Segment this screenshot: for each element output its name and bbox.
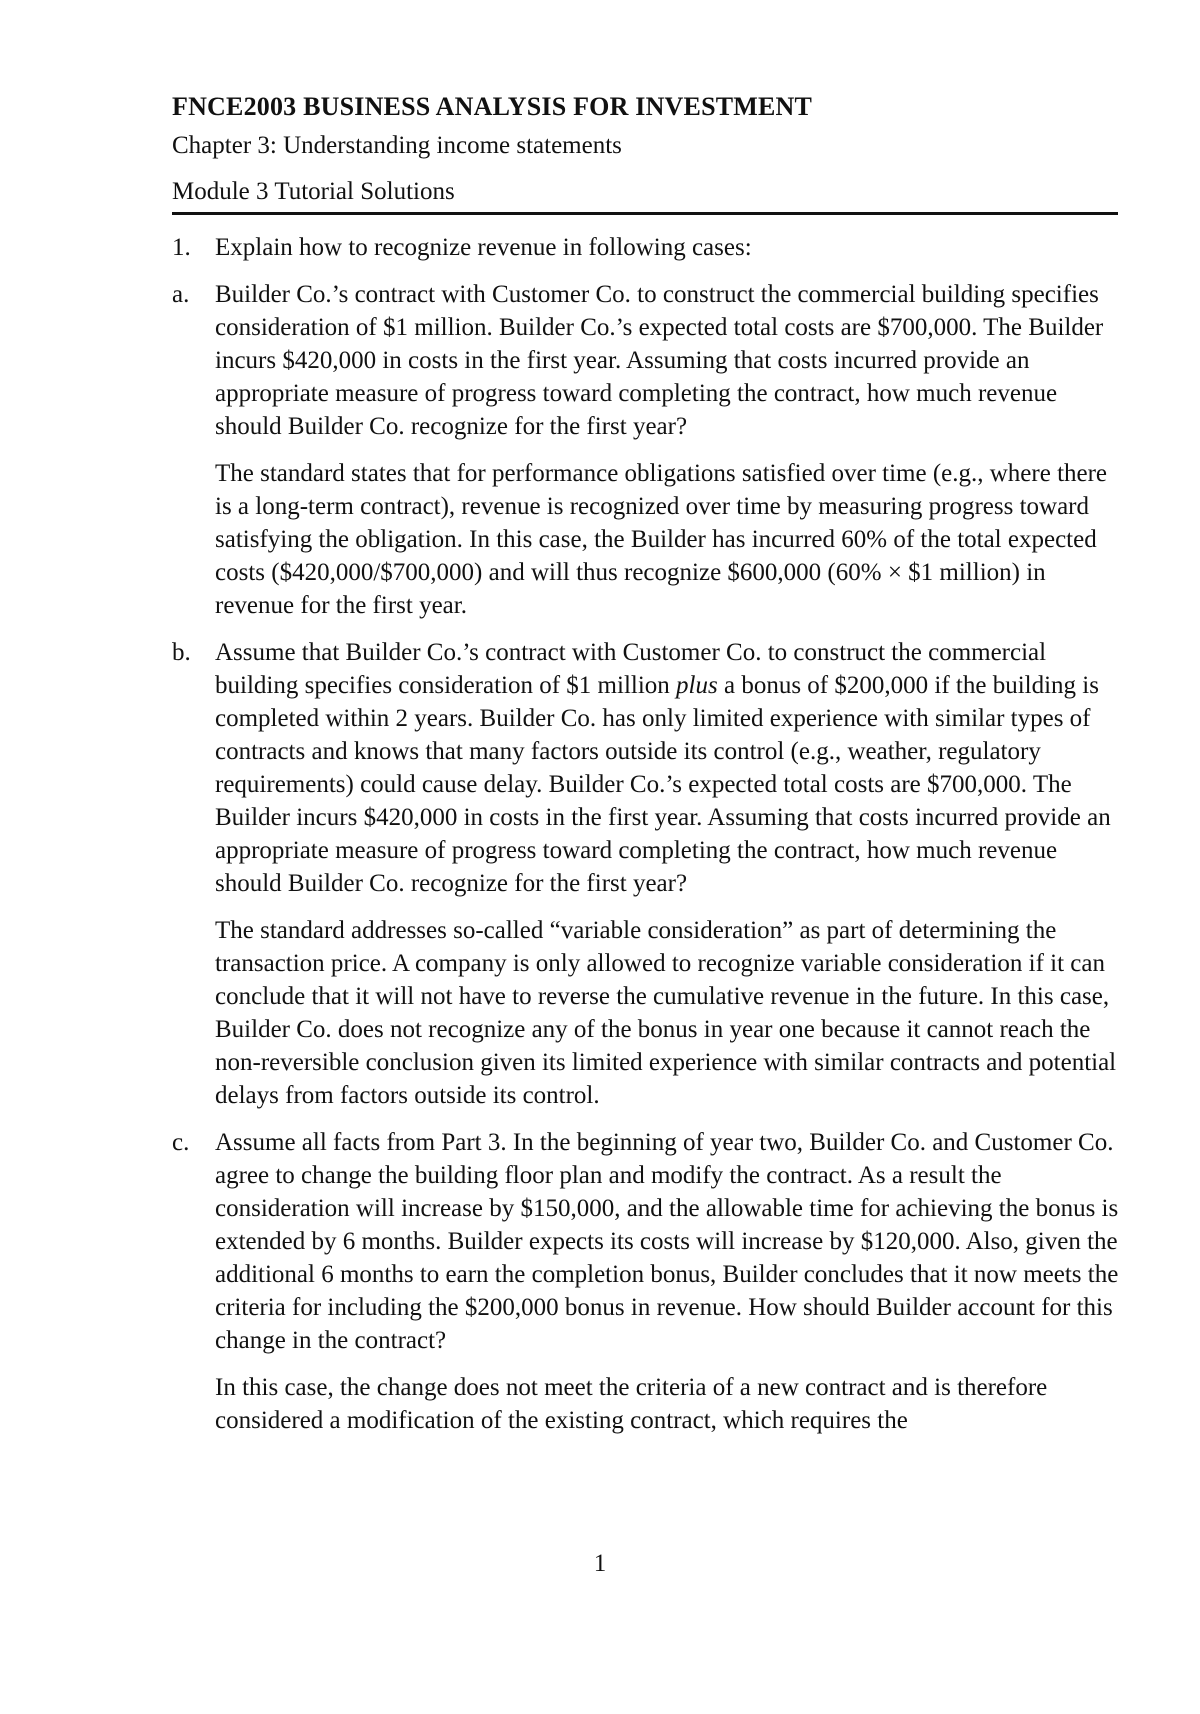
part-b-question-after: a bonus of $200,000 if the building is completed within 2 years. Builder Co. has only limited experience with similar types of contracts and knows that many factors outside its control (e.g., weather, regulatory requirements) could cause delay. Builder Co.’s expected total costs are $700,000. The Builder incurs $420,000 in costs in the first year. Assuming that costs incurred provide an appropriate measure of progress toward completing the contract, how much revenue should Builder Co. recognize for the first year? [215,672,1111,897]
chapter-title: Chapter 3: Understanding income statements [172,132,622,159]
question-1-number: 1. [172,234,191,261]
part-b-marker: b. [172,639,191,666]
header-rule [172,212,1118,215]
part-c-marker: c. [172,1129,190,1156]
part-c-question: Assume all facts from Part 3. In the beginning of year two, Builder Co. and Customer Co. agree to change the building floor plan and modify the contract. As a result the consideration will increase by $150,000, and the allowable time for achieving the bonus is extended by 6 months. Builder expects its costs will increase by $120,000. Also, given the additional 6 months to earn the completion bonus, Builder concludes that it now meets the criteria for including the $200,000 bonus in revenue. How should Builder account for this change in the contract? [215,1129,1119,1354]
part-b-question [215,639,1111,897]
part-a [172,278,1122,443]
page-number: 1 [593,1550,607,1577]
part-a-answer: The standard states that for performance obligations satisfied over time (e.g., where there is a long-term contract), revenue is recognized over time by measuring progress toward satisfying the obligation. In this case, the Builder has incurred 60% of the total expected costs ($420,000/$700,000) and will thus recognize $600,000 (60% × $1 million) in revenue for the first year. [215,460,1108,619]
module-title: Module 3 Tutorial Solutions [172,178,455,205]
part-a-marker: a. [172,281,190,308]
part-b [172,636,1122,900]
part-c [172,1126,1122,1357]
part-b-answer: The standard addresses so-called “variable consideration” as part of determining the transaction price. A company is only allowed to recognize variable consideration if it can conclude that it will not have to reverse the cumulative revenue in the future. In this case, Builder Co. does not recognize any of the bonus in year one because it cannot reach the non-reversible conclusion given its limited experience with similar contracts and potential delays from factors outside its control. [215,917,1117,1109]
document-page [172,84,1122,1451]
course-title: FNCE2003 BUSINESS ANALYSIS FOR INVESTMENT [172,92,813,121]
part-c-answer: In this case, the change does not meet the criteria of a new contract and is therefore considered a modification of the existing contract, which requires the [215,1374,1048,1434]
question-1-text: Explain how to recognize revenue in following cases: [215,234,752,261]
question-1 [172,231,1122,264]
part-b-question-emphasis: plus [676,672,718,699]
part-b-question-before: Assume that Builder Co.’s contract with Customer Co. to construct the commercial building specifies consideration of $1 million [215,639,1047,699]
part-a-question: Builder Co.’s contract with Customer Co. to construct the commercial building specifies consideration of $1 million. Builder Co.’s expected total costs are $700,000. The Builder incurs $420,000 in costs in the first year. Assuming that costs incurred provide an appropriate measure of progress toward completing the contract, how much revenue should Builder Co. recognize for the first year? [215,281,1104,440]
